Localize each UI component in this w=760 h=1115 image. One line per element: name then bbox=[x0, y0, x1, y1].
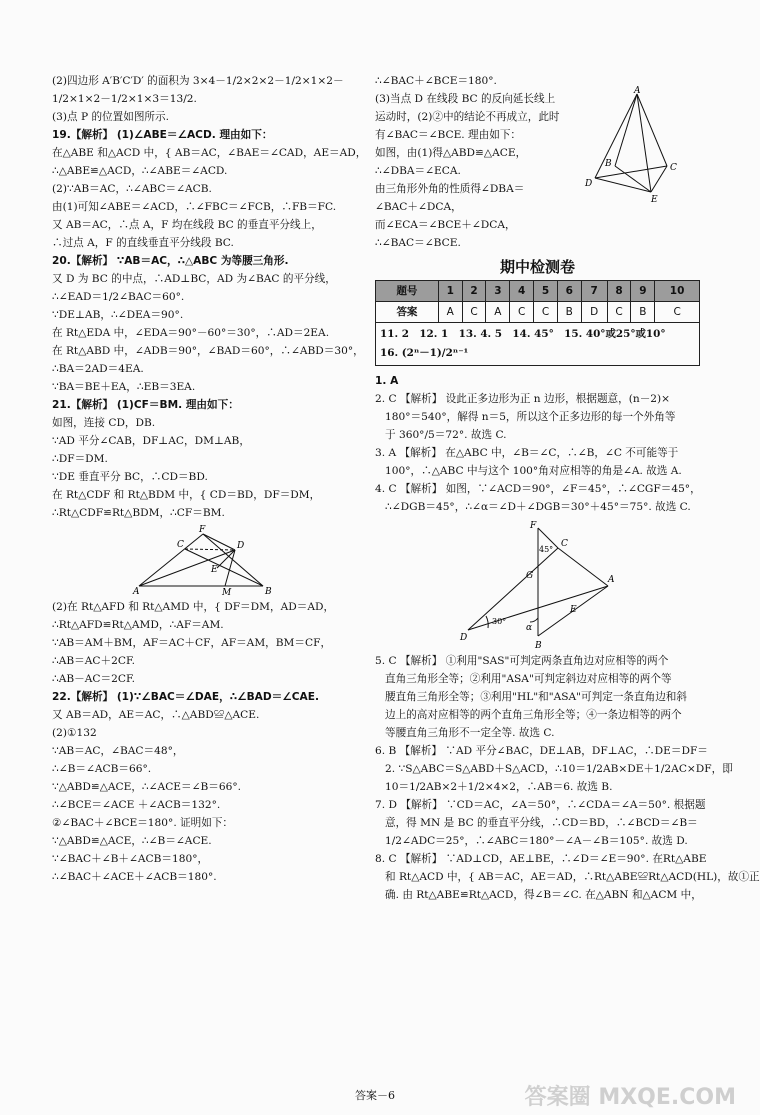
text-line: ∴△ABE≌△ACD，∴∠ABE＝∠ACD. bbox=[52, 165, 228, 177]
text-line: 如图，连接 CD，DB. bbox=[52, 417, 156, 429]
fig4-label: D bbox=[459, 633, 467, 643]
fill-blank-answers bbox=[375, 323, 700, 366]
section-title: 期中检测卷 bbox=[499, 258, 575, 276]
text-line: ∴AB－AC＝2CF. bbox=[52, 673, 136, 685]
fill-blank-row: 16. (2ⁿ－1)/2ⁿ⁻¹ bbox=[380, 347, 469, 359]
text-line: (2)∵AB＝AC，∴∠ABC＝∠ACB. bbox=[52, 183, 212, 195]
question-number: 5 bbox=[534, 281, 558, 302]
fig4-label: 30° bbox=[491, 617, 506, 626]
question-number: 1 bbox=[438, 281, 462, 302]
text-line: 意，得 MN 是 BC 的垂直平分线，∴CD＝BD，∴∠BCD＝∠B＝ bbox=[385, 817, 698, 829]
figure-q3 bbox=[585, 86, 685, 204]
text-line: 2. ∵S△ABC＝S△ABD＋S△ACD，∴10＝1/2AB×DE＋1/2AC×DF，即 bbox=[385, 763, 733, 775]
text-line: (2)在 Rt△AFD 和 Rt△AMD 中，{ DF＝DM，AD＝AD， bbox=[52, 601, 335, 613]
fig3-label: B bbox=[605, 159, 612, 169]
text-line: 在△ABE 和△ACD 中，{ AB＝AC，∠BAE＝∠CAD，AE＝AD， bbox=[52, 147, 367, 159]
question-number: 2 bbox=[462, 281, 486, 302]
text-line: 在 Rt△EDA 中，∠EDA＝90°－60°＝30°，∴AD＝2EA. bbox=[52, 327, 330, 339]
text-line: ∵AD 平分∠CAB，DF⊥AC，DM⊥AB， bbox=[52, 435, 250, 447]
answer-8: 8. C 【解析】 ∵AD⊥CD，AE⊥BE，∴∠D＝∠E＝90°. 在Rt△ABE bbox=[375, 853, 707, 865]
text-line: (2)四边形 A′B′C′D′ 的面积为 3×4－1/2×2×2－1/2×1×2－ bbox=[52, 75, 344, 87]
answer-cell: C bbox=[607, 302, 631, 323]
answer-cell: A bbox=[438, 302, 462, 323]
text-line: ∴∠EAD＝1/2∠BAC＝60°. bbox=[52, 291, 185, 303]
question-number: 10 bbox=[655, 281, 700, 302]
question-20: 20.【解析】 ∵AB＝AC，∴△ABC 为等腰三角形. bbox=[52, 255, 289, 267]
fig21-label: A bbox=[133, 587, 140, 597]
answer-cell: C bbox=[655, 302, 700, 323]
text-line: ∠BAC＋∠DCA， bbox=[375, 201, 462, 213]
question-number: 8 bbox=[607, 281, 631, 302]
fig4-label: E bbox=[569, 605, 577, 615]
fig4-label: C bbox=[560, 539, 568, 549]
text-line: ∴∠B＝∠ACB＝66°. bbox=[52, 763, 152, 775]
text-line: ∴Rt△CDF≌Rt△BDM，∴CF＝BM. bbox=[52, 507, 225, 519]
fig21-label: E bbox=[211, 565, 218, 575]
text-line: ∵BA＝BE＋EA，∴EB＝3EA. bbox=[52, 381, 196, 393]
fig4-label: 45° bbox=[538, 545, 553, 554]
answer-cell: C bbox=[510, 302, 534, 323]
fig21-label: B bbox=[265, 587, 272, 597]
text-line: (3)当点 D 在线段 BC 的反向延长线上 bbox=[375, 93, 556, 105]
text-line: 等腰直角三角形不一定全等. 故选 C. bbox=[385, 727, 555, 739]
answer-6: 6. B 【解析】 ∵AD 平分∠BAC，DE⊥AB，DF⊥AC，∴DE＝DF＝ bbox=[375, 745, 708, 757]
text-line: 边上的高对应相等的两个直角三角形全等；④一条边相等的两个 bbox=[385, 709, 682, 721]
answer-cell: A bbox=[486, 302, 510, 323]
answer-5: 5. C 【解析】 ①利用"SAS"可判定两条直角边对应相等的两个 bbox=[375, 655, 669, 667]
text-line: 确. 由 Rt△ABE≌Rt△ACD，得∠B＝∠C. 在△ABN 和△ACM 中， bbox=[385, 889, 702, 901]
answer-cell: D bbox=[581, 302, 607, 323]
text-line: ∵AB＝AC，∠BAC＝48°， bbox=[52, 745, 184, 757]
question-number: 9 bbox=[631, 281, 655, 302]
text-line: ∴∠DGB＝45°，∴∠α＝∠D＋∠DGB＝30°＋45°＝75°. 故选 C. bbox=[385, 501, 691, 513]
text-line: ∵∠BAC＋∠B＋∠ACB＝180°， bbox=[52, 853, 209, 865]
answer-cell: C bbox=[462, 302, 486, 323]
answer-cell: C bbox=[534, 302, 558, 323]
fig21-label: F bbox=[199, 525, 206, 535]
text-line: (2)①132 bbox=[52, 727, 97, 739]
fig4-label: F bbox=[529, 521, 536, 531]
text-line: ∴DF＝DM. bbox=[52, 453, 108, 465]
fig3-label: A bbox=[634, 86, 641, 96]
fig21-label: D bbox=[237, 541, 245, 551]
text-line: 由三角形外角的性质得∠DBA＝ bbox=[375, 183, 525, 195]
text-line: 又 AB＝AC，∴点 A，F 均在线段 BC 的垂直平分线上， bbox=[52, 219, 322, 231]
text-line: ∴∠BAC＝∠BCE. bbox=[375, 237, 461, 249]
text-line: 和 Rt△ACD 中，{ AB＝AC，AE＝AD，∴Rt△ABE≌Rt△ACD(HL)，故①正 bbox=[385, 871, 760, 883]
text-line: 有∠BAC＝∠BCE. 理由如下： bbox=[375, 129, 522, 141]
text-line: ②∠BAC＋∠BCE＝180°. 证明如下： bbox=[52, 817, 234, 829]
fig3-label: D bbox=[585, 179, 593, 189]
text-line: 在 Rt△ABD 中，∠ADB＝90°，∠BAD＝60°，∴∠ABD＝30°， bbox=[52, 345, 364, 357]
fig21-label: C bbox=[177, 540, 184, 550]
text-line: 腰直角三角形全等；③利用"HL"和"ASA"可判定一条直角边和斜 bbox=[385, 691, 687, 703]
text-line: (3)点 P 的位置如图所示. bbox=[52, 111, 169, 123]
header-label: 题号 bbox=[376, 281, 439, 302]
fig21-label: M bbox=[222, 588, 232, 598]
text-line: ∵DE⊥AB，∴∠DEA＝90°. bbox=[52, 309, 184, 321]
question-22: 22.【解析】 (1)∵∠BAC＝∠DAE，∴∠BAD＝∠CAE. bbox=[52, 691, 319, 703]
fig4-label: G bbox=[525, 571, 533, 581]
text-line: 而∠ECA＝∠BCE＋∠DCA， bbox=[375, 219, 516, 231]
answer-4: 4. C 【解析】 如图，∵∠ACD＝90°，∠F＝45°，∴∠CGF＝45°， bbox=[375, 483, 701, 495]
text-line: 1/2×1×2－1/2×1×3＝13/2. bbox=[52, 93, 197, 105]
text-line: ∵△ABD≌△ACE，∴∠ACE＝∠B＝66°. bbox=[52, 781, 242, 793]
text-line: 1/2∠ADC＝25°，∴∠ABC＝180°－∠A－∠B＝105°. 故选 D. bbox=[385, 835, 688, 847]
text-line: ∴∠BAC＋∠ACE＋∠ACB＝180°. bbox=[52, 871, 217, 883]
answer-label: 答案 bbox=[376, 302, 439, 323]
text-line: ∴∠BAC＋∠BCE＝180°. bbox=[375, 75, 497, 87]
text-line: 100°，∴△ABC 中与这个 100°角对应相等的角是∠A. 故选 A. bbox=[385, 465, 682, 477]
answer-2: 2. C 【解析】 设此正多边形为正 n 边形，根据题意，(n－2)× bbox=[375, 393, 671, 405]
figure-q21 bbox=[133, 524, 283, 596]
left-column bbox=[52, 72, 367, 886]
text-line: ∵AB＝AM＋BM，AF＝AC＋CF，AF＝AM，BM＝CF， bbox=[52, 637, 332, 649]
question-number: 3 bbox=[486, 281, 510, 302]
answer-table-answer-row bbox=[376, 302, 700, 323]
text-line: ∴BA＝2AD＝4EA. bbox=[52, 363, 144, 375]
question-number: 6 bbox=[557, 281, 581, 302]
question-21: 21.【解析】 (1)CF＝BM. 理由如下： bbox=[52, 399, 239, 411]
text-line: 于 360°/5＝72°. 故选 C. bbox=[385, 429, 507, 441]
fig4-label: α bbox=[525, 623, 532, 633]
text-line: ∴AB＝AC＋2CF. bbox=[52, 655, 136, 667]
text-line: 180°＝540°，解得 n＝5，所以这个正多边形的每一个外角等 bbox=[385, 411, 676, 423]
text-line: 直角三角形全等；②利用"ASA"可判定斜边对应相等的两个等 bbox=[385, 673, 672, 685]
question-19: 19.【解析】 (1)∠ABE＝∠ACD. 理由如下： bbox=[52, 129, 273, 141]
text-line: ∴∠BCE＝∠ACE ＋∠ACB＝132°. bbox=[52, 799, 221, 811]
question-number: 7 bbox=[581, 281, 607, 302]
text-line: ∵△ABD≌△ACE，∴∠B＝∠ACE. bbox=[52, 835, 212, 847]
page-number: 答案－6 bbox=[355, 1089, 395, 1102]
answer-cell: B bbox=[557, 302, 581, 323]
fig3-label: E bbox=[651, 195, 658, 205]
fig4-label: A bbox=[607, 575, 614, 585]
text-line: 运动时，(2)②中的结论不再成立，此时 bbox=[375, 111, 560, 123]
text-line: 由(1)可知∠ABE＝∠ACD，∴∠FBC＝∠FCB，∴FB＝FC. bbox=[52, 201, 337, 213]
answer-table bbox=[375, 280, 700, 323]
text-line: 10＝1/2AB×2＋1/2×4×2，∴AB＝6. 故选 B. bbox=[385, 781, 613, 793]
text-line: 又 D 为 BC 的中点，∴AD⊥BC，AD 为∠BAC 的平分线， bbox=[52, 273, 336, 285]
answer-cell: B bbox=[631, 302, 655, 323]
text-line: ∴过点 A，F 的直线垂直平分线段 BC. bbox=[52, 237, 234, 249]
question-number: 4 bbox=[510, 281, 534, 302]
answer-3: 3. A 【解析】 在△ABC 中，∠B＝∠C，∴∠B，∠C 不可能等于 bbox=[375, 447, 679, 459]
text-line: 在 Rt△CDF 和 Rt△BDM 中，{ CD＝BD，DF＝DM， bbox=[52, 489, 321, 501]
fig3-label: C bbox=[670, 163, 677, 173]
text-line: ∴∠DBA＝∠ECA. bbox=[375, 165, 461, 177]
text-line: 如图，由(1)得△ABD≌△ACE， bbox=[375, 147, 527, 159]
fig4-label: B bbox=[534, 641, 542, 651]
figure-q4 bbox=[458, 518, 618, 650]
text-line: 又 AB＝AD，AE＝AC，∴△ABD≌△ACE. bbox=[52, 709, 260, 721]
fill-blank-row: 11. 2 12. 1 13. 4. 5 14. 45° 15. 40°或25°或10° bbox=[380, 328, 666, 340]
answer-7: 7. D 【解析】 ∵CD＝AC，∠A＝50°，∴∠CDA＝∠A＝50°. 根据题 bbox=[375, 799, 706, 811]
text-line: ∵DE 垂直平分 BC，∴CD＝BD. bbox=[52, 471, 208, 483]
answer-1: 1. A bbox=[375, 375, 399, 387]
answer-table-header-row bbox=[376, 281, 700, 302]
watermark: 答案圈 MXQE.COM bbox=[524, 1085, 736, 1110]
text-line: ∴Rt△AFD≌Rt△AMD，∴AF＝AM. bbox=[52, 619, 224, 631]
right-column bbox=[375, 72, 760, 904]
